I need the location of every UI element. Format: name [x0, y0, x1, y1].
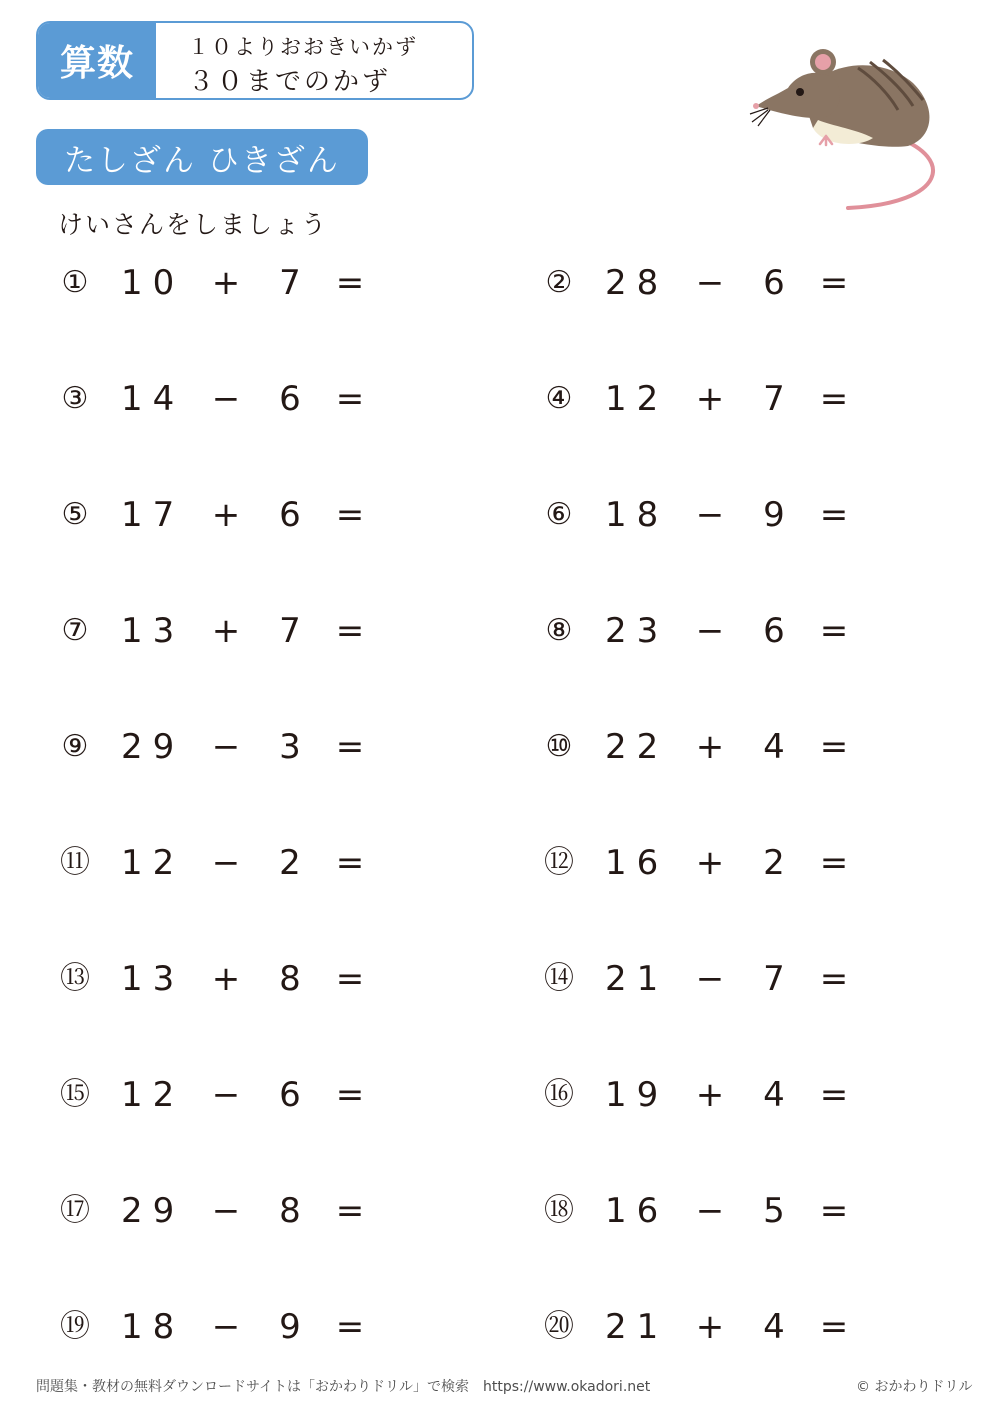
- operator: +: [211, 959, 241, 999]
- operand-a: 21: [605, 1307, 669, 1347]
- operand-b: 9: [279, 1307, 301, 1347]
- equals-sign: =: [819, 727, 849, 767]
- worksheet-header: [36, 21, 474, 100]
- operand-a: 21: [605, 959, 669, 999]
- problem-number: ⑥: [545, 497, 573, 532]
- operand-a: 13: [121, 959, 185, 999]
- operand-a: 12: [605, 379, 669, 419]
- instruction-text: けいさんをしましょう: [58, 210, 329, 239]
- operator: +: [211, 495, 241, 535]
- problem-item: [539, 379, 859, 419]
- operand-b: 6: [279, 1075, 301, 1115]
- operand-b: 7: [279, 611, 301, 651]
- operand-b: 6: [763, 611, 785, 651]
- problem-number: ⑤: [61, 497, 89, 532]
- problem-item: [539, 495, 859, 535]
- operand-b: 7: [763, 959, 785, 999]
- problem-item: [55, 727, 375, 767]
- problem-item: [55, 1191, 375, 1231]
- operator: +: [695, 1307, 725, 1347]
- problem-item: [539, 611, 859, 651]
- problem-item: [55, 263, 375, 303]
- operator: −: [211, 1075, 241, 1115]
- mouse-icon: [748, 38, 948, 213]
- equals-sign: =: [819, 263, 849, 303]
- problem-number: ⑪: [60, 845, 90, 880]
- operand-a: 13: [121, 611, 185, 651]
- operand-a: 17: [121, 495, 185, 535]
- operand-a: 22: [605, 727, 669, 767]
- problem-item: [55, 1075, 375, 1115]
- problem-number: ⑧: [545, 613, 573, 648]
- operand-b: 9: [763, 495, 785, 535]
- problem-number: ⑦: [61, 613, 89, 648]
- problem-number: ⑩: [545, 729, 573, 764]
- equals-sign: =: [819, 1075, 849, 1115]
- operand-b: 8: [279, 959, 301, 999]
- operator: +: [211, 611, 241, 651]
- problem-number: ④: [545, 381, 573, 416]
- operator: −: [211, 1307, 241, 1347]
- operator: −: [211, 843, 241, 883]
- equals-sign: =: [335, 1191, 365, 1231]
- problem-item: [55, 843, 375, 883]
- operator: −: [211, 1191, 241, 1231]
- equals-sign: =: [819, 1191, 849, 1231]
- operator: −: [211, 379, 241, 419]
- operator: +: [695, 843, 725, 883]
- problem-number: ③: [61, 381, 89, 416]
- problem-item: [539, 1191, 859, 1231]
- operand-b: 5: [763, 1191, 785, 1231]
- problem-number: ②: [545, 265, 573, 300]
- operand-b: 8: [279, 1191, 301, 1231]
- equals-sign: =: [819, 495, 849, 535]
- operator: +: [695, 379, 725, 419]
- problem-item: [539, 1307, 859, 1347]
- problem-number: ⑲: [60, 1309, 90, 1344]
- equals-sign: =: [819, 611, 849, 651]
- problem-item: [539, 263, 859, 303]
- operand-a: 29: [121, 1191, 185, 1231]
- operand-a: 16: [605, 1191, 669, 1231]
- operand-b: 6: [763, 263, 785, 303]
- topic-line-2: ３０までのかず: [188, 67, 392, 97]
- operand-a: 14: [121, 379, 185, 419]
- problem-item: [55, 379, 375, 419]
- equals-sign: =: [335, 379, 365, 419]
- problem-item: [55, 959, 375, 999]
- footer-copyright: © おかわりドリル: [856, 1379, 973, 1395]
- operand-a: 18: [605, 495, 669, 535]
- operator: +: [211, 263, 241, 303]
- operand-b: 6: [279, 495, 301, 535]
- operand-b: 7: [763, 379, 785, 419]
- operand-b: 3: [279, 727, 301, 767]
- problem-number: ⑱: [544, 1193, 574, 1228]
- problem-number: ⑭: [544, 961, 574, 996]
- operator: +: [695, 727, 725, 767]
- footer-source: 問題集・教材の無料ダウンロードサイトは「おかわりドリル」で検索 https://www.okadori.net: [36, 1379, 651, 1395]
- problem-number: ⑮: [60, 1077, 90, 1112]
- operator: −: [695, 495, 725, 535]
- operand-b: 2: [763, 843, 785, 883]
- operand-a: 12: [121, 1075, 185, 1115]
- problem-item: [55, 611, 375, 651]
- subject-label: 算数: [38, 23, 156, 98]
- operand-b: 4: [763, 1307, 785, 1347]
- equals-sign: =: [819, 1307, 849, 1347]
- operator: −: [695, 263, 725, 303]
- problem-item: [539, 843, 859, 883]
- operand-a: 29: [121, 727, 185, 767]
- section-title: たしざん ひきざん: [36, 129, 368, 185]
- equals-sign: =: [335, 1075, 365, 1115]
- problem-number: ⑫: [544, 845, 574, 880]
- problem-number: ⑯: [544, 1077, 574, 1112]
- operand-a: 18: [121, 1307, 185, 1347]
- problem-number: ⑨: [61, 729, 89, 764]
- problem-number: ⑰: [60, 1193, 90, 1228]
- equals-sign: =: [335, 727, 365, 767]
- equals-sign: =: [335, 611, 365, 651]
- operand-a: 28: [605, 263, 669, 303]
- problem-number: ①: [61, 265, 89, 300]
- operator: −: [695, 1191, 725, 1231]
- operand-a: 19: [605, 1075, 669, 1115]
- operand-b: 7: [279, 263, 301, 303]
- problem-item: [55, 495, 375, 535]
- equals-sign: =: [819, 959, 849, 999]
- problem-item: [539, 727, 859, 767]
- problem-number: ⑳: [544, 1309, 574, 1344]
- equals-sign: =: [335, 263, 365, 303]
- equals-sign: =: [819, 379, 849, 419]
- topic-line-1: １０よりおおきいかず: [188, 35, 418, 59]
- operand-b: 4: [763, 1075, 785, 1115]
- operator: −: [695, 959, 725, 999]
- problem-number: ⑬: [60, 961, 90, 996]
- operand-a: 10: [121, 263, 185, 303]
- operand-a: 16: [605, 843, 669, 883]
- problem-item: [55, 1307, 375, 1347]
- operator: +: [695, 1075, 725, 1115]
- equals-sign: =: [335, 1307, 365, 1347]
- operand-a: 23: [605, 611, 669, 651]
- equals-sign: =: [335, 959, 365, 999]
- operator: −: [211, 727, 241, 767]
- operand-b: 2: [279, 843, 301, 883]
- problem-item: [539, 1075, 859, 1115]
- equals-sign: =: [819, 843, 849, 883]
- equals-sign: =: [335, 495, 365, 535]
- operator: −: [695, 611, 725, 651]
- equals-sign: =: [335, 843, 365, 883]
- operand-b: 6: [279, 379, 301, 419]
- problem-item: [539, 959, 859, 999]
- operand-a: 12: [121, 843, 185, 883]
- operand-b: 4: [763, 727, 785, 767]
